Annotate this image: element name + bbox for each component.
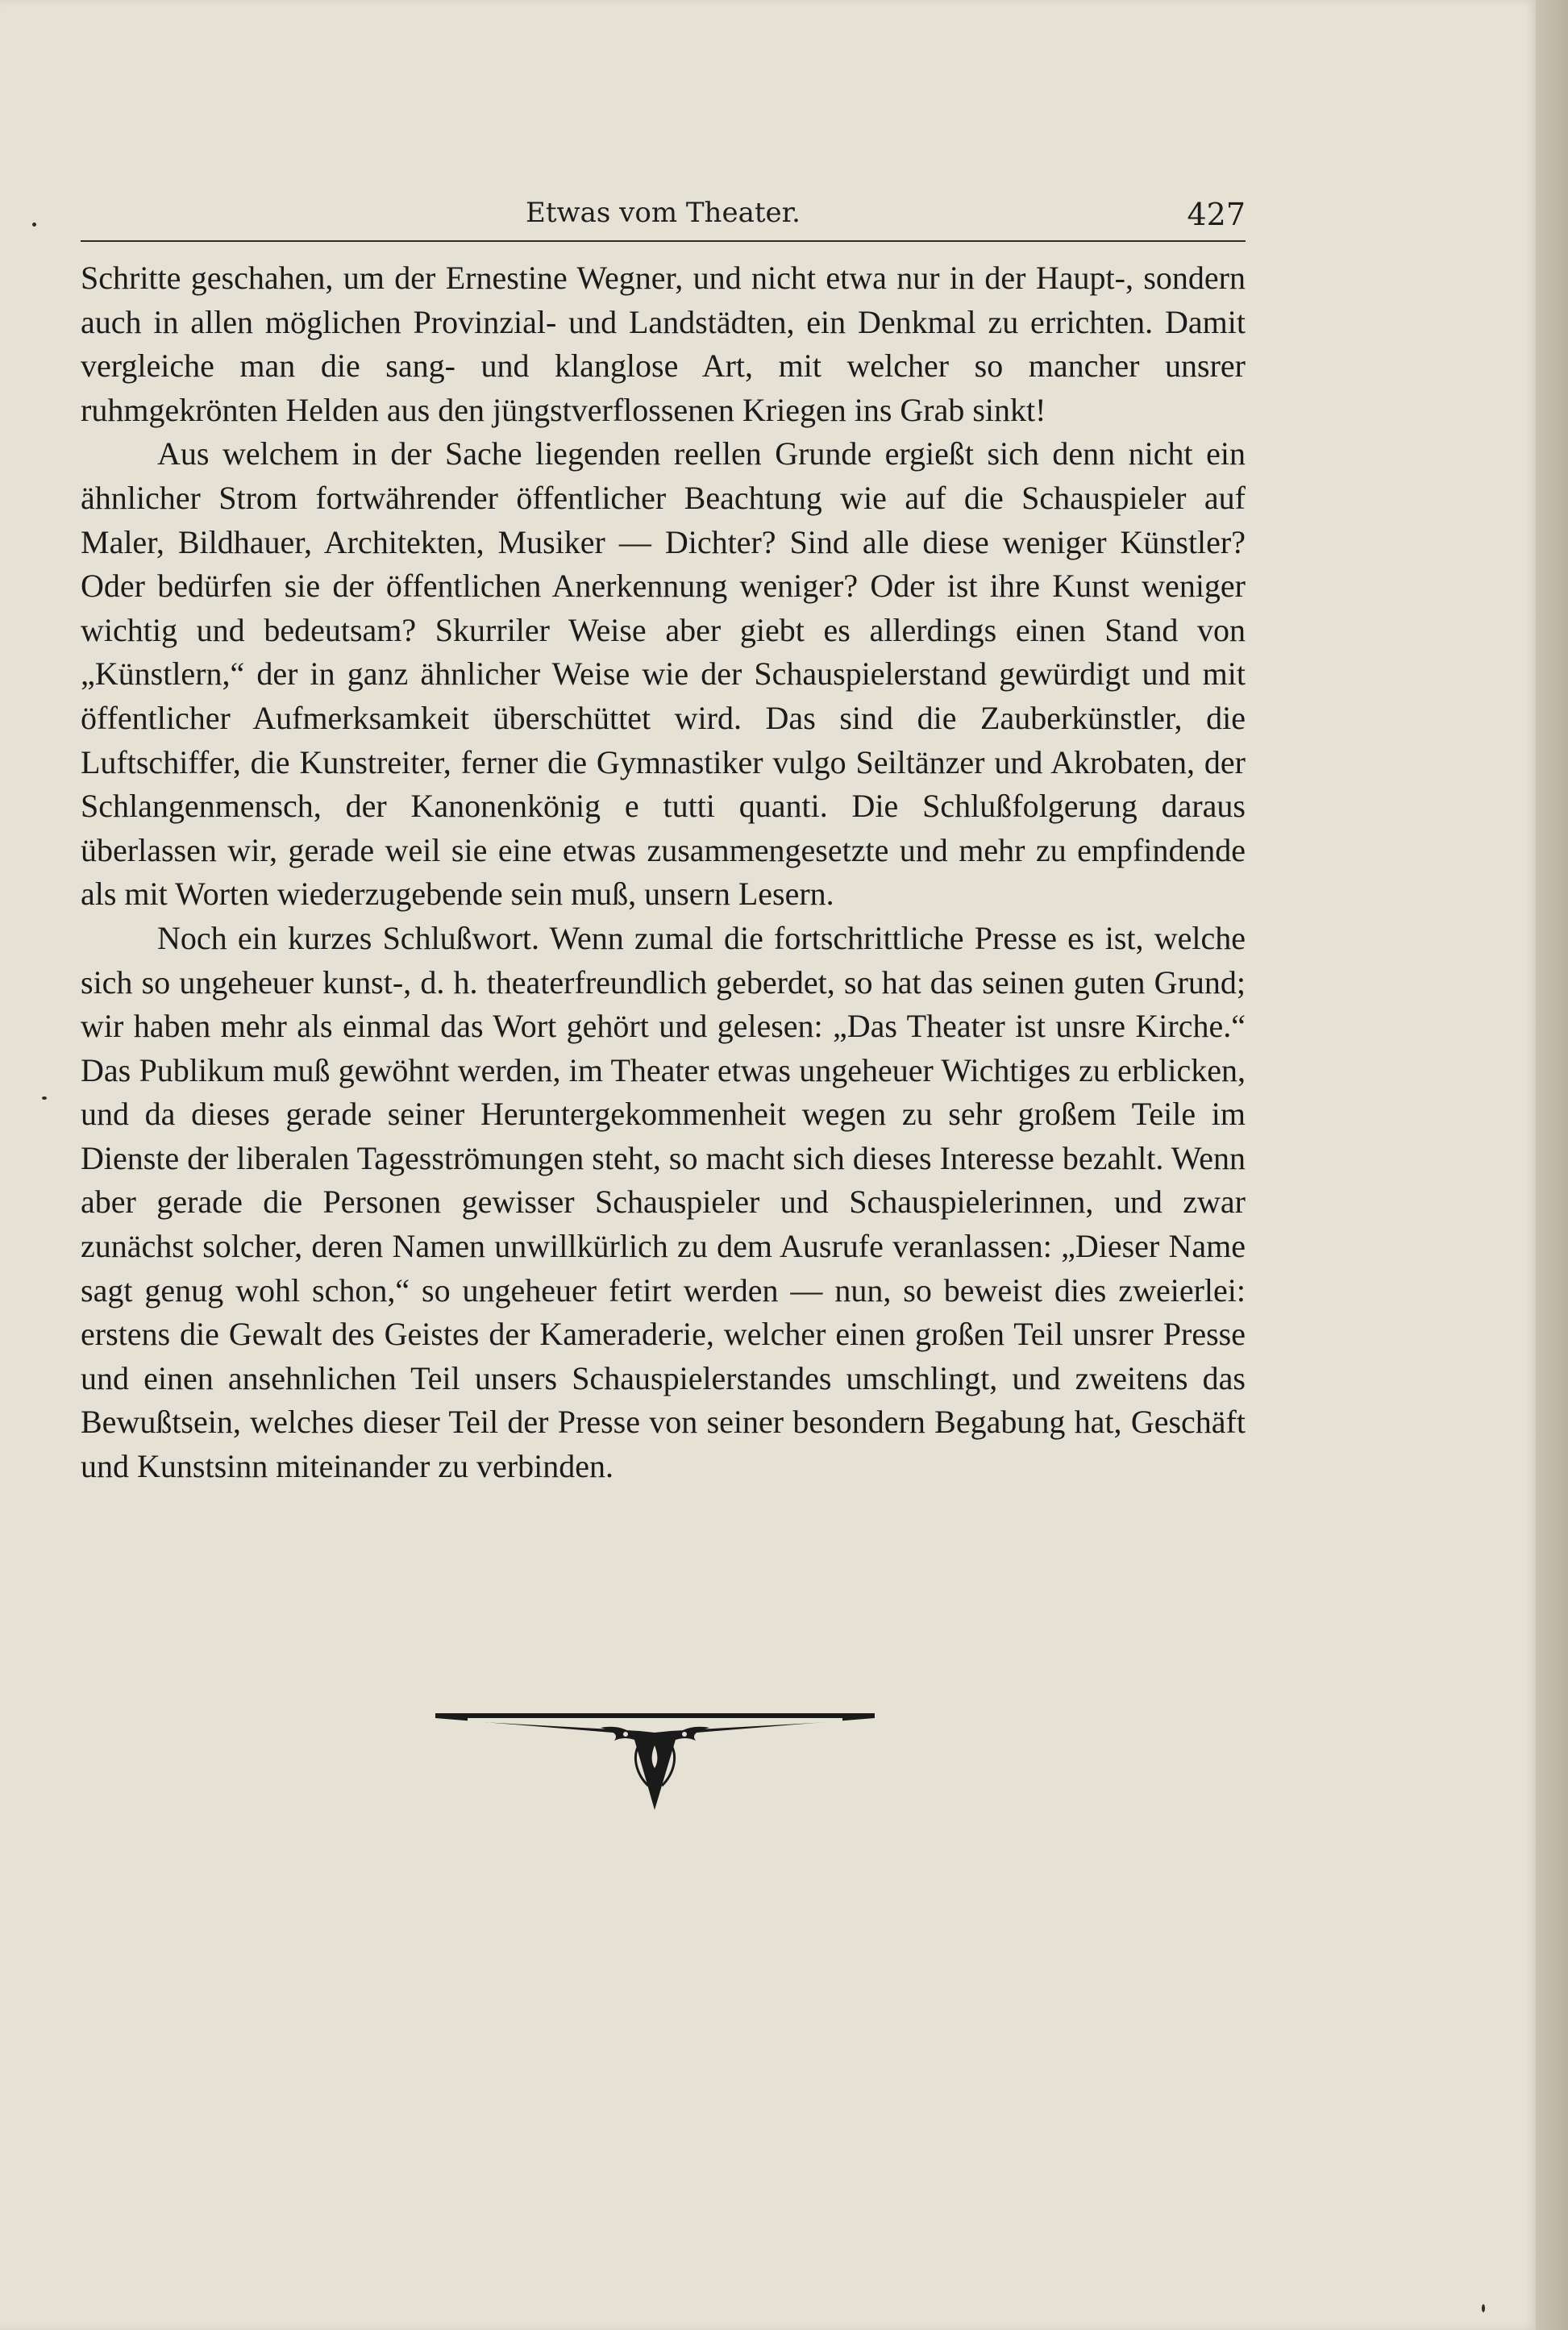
paragraph-1: Schritte geschahen, um der Ernestine Wegner, und nicht etwa nur in der Haupt-, sondern auch in allen möglichen Provinzial- und Landstädten, ein Denkmal zu errichten. Damit vergleiche man die sang- und klanglose Art, mit welcher so mancher unsrer ruhmgekrönten Helden aus den jüngstverflossenen Kriegen ins Grab sinkt!	[81, 260, 1246, 428]
running-title: Etwas vom Theater.	[526, 197, 801, 229]
body-text	[81, 256, 1246, 1489]
paper-speck	[32, 223, 36, 227]
page-header	[81, 192, 1246, 242]
page-number: 427	[1187, 197, 1246, 232]
book-gutter-edge	[1536, 0, 1568, 2330]
paragraph-3: Noch ein kurzes Schlußwort. Wenn zumal die fortschrittliche Presse es ist, welche sich so ungeheuer kunst-, d. h. theaterfreundlich geberdet, so hat das seinen guten Grund; wir haben mehr als einmal das Wort gehört und gelesen: „Das Theater ist unsre Kirche.“ Das Publikum muß gewöhnt werden, im Theater etwas ungeheuer Wichtiges zu erblicken, und da dieses gerade seiner Heruntergekommenheit wegen zu sehr großem Teile im Dienste der liberalen Tagesströmungen steht, so macht sich dieses Interesse bezahlt. Wenn aber gerade die Personen gewisser Schauspieler und Schauspielerinnen, und zwar zunächst solcher, deren Namen unwillkürlich zu dem Ausrufe veranlassen: „Dieser Name sagt genug wohl schon,“ so ungeheuer fetirt werden — nun, so beweist dies zweierlei: erstens die Gewalt des Geistes der Kameraderie, welcher einen großen Teil unsrer Presse und einen ansehnlichen Teil unsers Schauspielerstandes umschlingt, und zweitens das Bewußtsein, welches dieser Teil der Presse von seiner besondern Begabung hat, Geschäft und Kunstsinn miteinander zu verbinden.	[81, 919, 1246, 1485]
paper-speck	[1482, 2304, 1485, 2312]
paper-speck	[42, 1096, 47, 1100]
paragraph-2: Aus welchem in der Sache liegenden reellen Grunde ergießt sich denn nicht ein ähnlicher Strom fortwährender öffentlicher Beachtung wie auf die Schauspieler auf Maler, Bildhauer, Architekten, Musiker — Dichter? Sind alle diese weniger Künstler? Oder bedürfen sie der öffentlichen Anerkennung weniger? Oder ist ihre Kunst weniger wichtig und bedeutsam? Skurriler Weise aber giebt es allerdings einen Stand von „Künstlern,“ der in ganz ähnlicher Weise wie der Schauspielerstand gewürdigt und mit öffentlicher Aufmerksamkeit überschüttet wird. Das sind die Zauberkünstler, die Luftschiffer, die Kunstreiter, ferner die Gymnastiker vulgo Seiltänzer und Akrobaten, der Schlangenmensch, der Kanonenkönig e tutti quanti. Die Schlußfolgerung daraus überlassen wir, gerade weil sie eine etwas zusammengesetzte und mehr zu empfindende als mit Worten wiederzugebende sein muß, unsern Lesern.	[81, 435, 1246, 913]
tailpiece-ornament-icon	[435, 1713, 875, 1814]
